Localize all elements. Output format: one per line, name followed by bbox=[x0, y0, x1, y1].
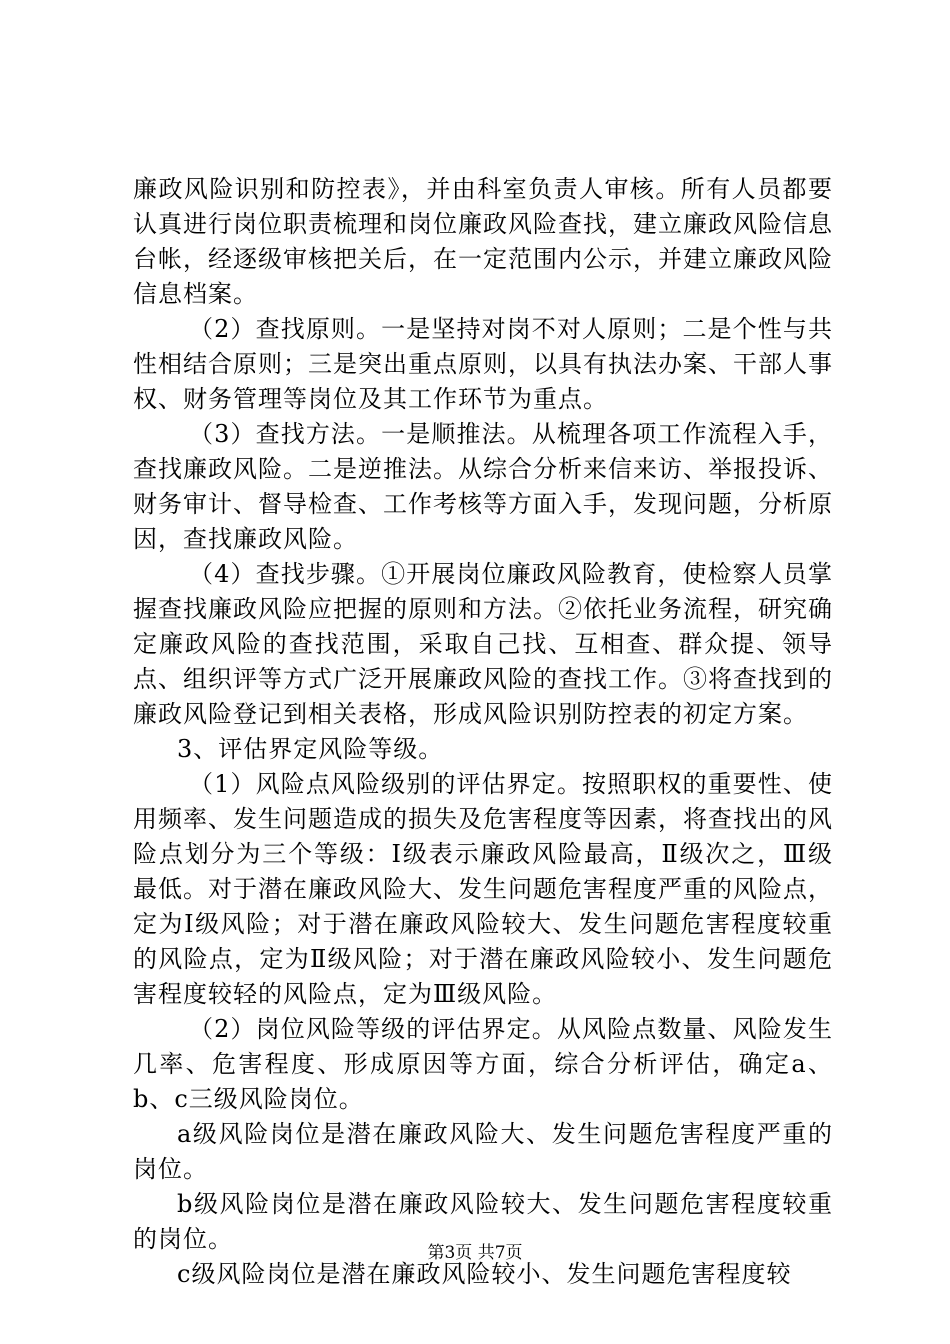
paragraph: c级风险岗位是潜在廉政风险较小、发生问题危害程度较 bbox=[177, 1260, 792, 1288]
paragraph: （4）查找步骤。①开展岗位廉政风险教育，使检察人员掌握查找廉政风险应把握的原则和方法。②依托业务流程，研究确定廉政风险的查找范围，采取自己找、互相查、群众提、领导点、组织评等方式广泛开展廉政风险的查找工作。③将查找到的廉政风险登记到相关表格，形成风险识别防控表的初定方案。 bbox=[133, 560, 833, 728]
page-footer: 第3页 共7页 bbox=[427, 1243, 523, 1263]
paragraph: （1）风险点风险级别的评估界定。按照职权的重要性、使用频率、发生问题造成的损失及危害程度等因素，将查找出的风险点划分为三个等级：Ⅰ级表示廉政风险最高，Ⅱ级次之，Ⅲ级最低。对于潜在廉政风险大、发生问题危害程度严重的风险点，定为Ⅰ级风险；对于潜在廉政风险较大、发生问题危害程度较重的风险点，定为Ⅱ级风险；对于潜在廉政风险较小、发生问题危害程度较轻的风险点，定为Ⅲ级风险。 bbox=[133, 770, 833, 1008]
paragraph: （3）查找方法。一是顺推法。从梳理各项工作流程入手，查找廉政风险。二是逆推法。从综合分析来信来访、举报投诉、财务审计、督导检查、工作考核等方面入手，发现问题，分析原因，查找廉政风险。 bbox=[133, 420, 833, 553]
document-body bbox=[133, 172, 833, 1292]
paragraph: b级风险岗位是潜在廉政风险较大、发生问题危害程度较重的岗位。 bbox=[133, 1190, 833, 1253]
paragraph: 廉政风险识别和防控表》，并由科室负责人审核。所有人员都要认真进行岗位职责梳理和岗位廉政风险查找，建立廉政风险信息台帐，经逐级审核把关后，在一定范围内公示，并建立廉政风险信息档案。 bbox=[133, 175, 833, 308]
paragraph: （2）查找原则。一是坚持对岗不对人原则；二是个性与共性相结合原则；三是突出重点原则，以具有执法办案、干部人事权、财务管理等岗位及其工作环节为重点。 bbox=[133, 315, 833, 413]
paragraph: （2）岗位风险等级的评估界定。从风险点数量、风险发生几率、危害程度、形成原因等方面，综合分析评估，确定a、b、c三级风险岗位。 bbox=[133, 1015, 833, 1113]
section-heading: 3、评估界定风险等级。 bbox=[177, 735, 444, 763]
paragraph: a级风险岗位是潜在廉政风险大、发生问题危害程度严重的岗位。 bbox=[133, 1120, 833, 1183]
